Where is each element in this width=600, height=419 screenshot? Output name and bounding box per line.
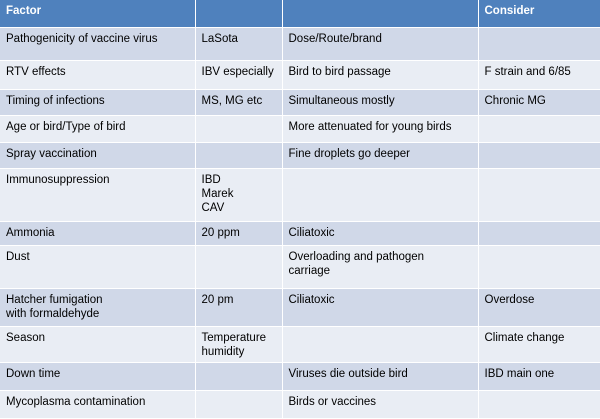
header-col-2 — [195, 0, 282, 27]
cell-text: 20 ppm — [201, 226, 240, 239]
table-cell — [478, 362, 600, 390]
cell-text: Immunosuppression — [6, 173, 110, 186]
table-cell — [282, 115, 478, 142]
cell-text: CAV — [201, 201, 225, 214]
cell-text: Overloading and pathogen — [288, 250, 425, 263]
cell-text: F strain and 6/85 — [484, 65, 571, 78]
table-cell — [195, 27, 282, 60]
cell-text: with formaldehyde — [6, 307, 100, 320]
table-cell — [195, 142, 282, 168]
table-cell — [195, 221, 282, 245]
cell-text: Viruses die outside bird — [288, 367, 408, 380]
table-body — [0, 27, 600, 418]
table-row — [0, 362, 600, 390]
table-row — [0, 390, 600, 418]
cell-text: Season — [6, 331, 46, 344]
table-cell — [478, 115, 600, 142]
table-cell — [478, 142, 600, 168]
cell-text: Temperature — [201, 331, 267, 344]
cell-text: Chronic MG — [484, 94, 546, 107]
table-cell — [195, 115, 282, 142]
table-row — [0, 27, 600, 60]
cell-text: carriage — [288, 264, 331, 277]
cell-text: Ammonia — [6, 226, 55, 239]
header-row — [0, 0, 600, 27]
table-cell — [0, 115, 195, 142]
table-cell — [195, 60, 282, 89]
cell-text: Fine droplets go deeper — [288, 147, 410, 160]
table-cell — [478, 288, 600, 326]
table-cell — [478, 221, 600, 245]
header-consider: Consider — [478, 0, 600, 27]
table-cell — [282, 362, 478, 390]
cell-text: RTV effects — [6, 65, 66, 78]
table-cell — [0, 245, 195, 288]
table-cell — [282, 245, 478, 288]
table-cell — [195, 245, 282, 288]
table-cell — [0, 288, 195, 326]
cell-text: Climate change — [484, 331, 565, 344]
table-cell — [0, 142, 195, 168]
table-row — [0, 221, 600, 245]
table-row — [0, 326, 600, 362]
table-row — [0, 115, 600, 142]
table-row — [0, 245, 600, 288]
cell-text: Dose/Route/brand — [288, 32, 382, 45]
cell-text: Simultaneous mostly — [288, 94, 395, 107]
cell-text: Overdose — [484, 293, 535, 306]
table-cell — [195, 326, 282, 362]
table-cell — [0, 326, 195, 362]
table-row — [0, 89, 600, 115]
table-cell — [0, 362, 195, 390]
table-cell — [282, 142, 478, 168]
cell-text: humidity — [201, 345, 245, 358]
cell-text: LaSota — [201, 32, 238, 45]
table-cell — [0, 27, 195, 60]
table-cell — [0, 89, 195, 115]
header-factor: Factor — [0, 0, 195, 27]
cell-text: 20 pm — [201, 293, 234, 306]
table-cell — [0, 390, 195, 418]
cell-text: MS, MG etc — [201, 94, 263, 107]
table-cell — [478, 60, 600, 89]
cell-text: IBD main one — [484, 367, 555, 380]
cell-text: More attenuated for young birds — [288, 120, 452, 133]
table-cell — [282, 27, 478, 60]
cell-text: Timing of infections — [6, 94, 105, 107]
cell-text: Birds or vaccines — [288, 395, 377, 408]
cell-text: Ciliatoxic — [288, 293, 335, 306]
table-row — [0, 168, 600, 221]
table-cell — [282, 288, 478, 326]
table-cell — [195, 168, 282, 221]
cell-text: Down time — [6, 367, 61, 380]
table-row — [0, 288, 600, 326]
table-cell — [195, 89, 282, 115]
cell-text: IBD — [201, 173, 221, 186]
cell-text: Mycoplasma contamination — [6, 395, 146, 408]
cell-text: Dust — [6, 250, 30, 263]
table-cell — [0, 221, 195, 245]
table-cell — [0, 60, 195, 89]
cell-text: Marek — [201, 187, 234, 200]
cell-text: Hatcher fumigation — [6, 293, 103, 306]
table-row — [0, 60, 600, 89]
table-cell — [195, 288, 282, 326]
table-cell — [282, 60, 478, 89]
table-cell — [0, 168, 195, 221]
table-cell — [195, 390, 282, 418]
table-cell — [282, 390, 478, 418]
header-col-3 — [282, 0, 478, 27]
cell-text: Spray vaccination — [6, 147, 97, 160]
table-cell — [282, 168, 478, 221]
cell-text: Bird to bird passage — [288, 65, 391, 78]
cell-text: Age or bird/Type of bird — [6, 120, 126, 133]
table-cell — [478, 27, 600, 60]
table-cell — [282, 89, 478, 115]
table-cell — [478, 168, 600, 221]
table-cell — [478, 245, 600, 288]
table-cell — [478, 89, 600, 115]
table-cell — [478, 390, 600, 418]
table-cell — [195, 362, 282, 390]
cell-text: IBV especially — [201, 65, 274, 78]
table-cell — [478, 326, 600, 362]
table-cell — [282, 326, 478, 362]
table-cell — [282, 221, 478, 245]
cell-text: Ciliatoxic — [288, 226, 335, 239]
cell-text: Pathogenicity of vaccine virus — [6, 32, 158, 45]
table-row — [0, 142, 600, 168]
